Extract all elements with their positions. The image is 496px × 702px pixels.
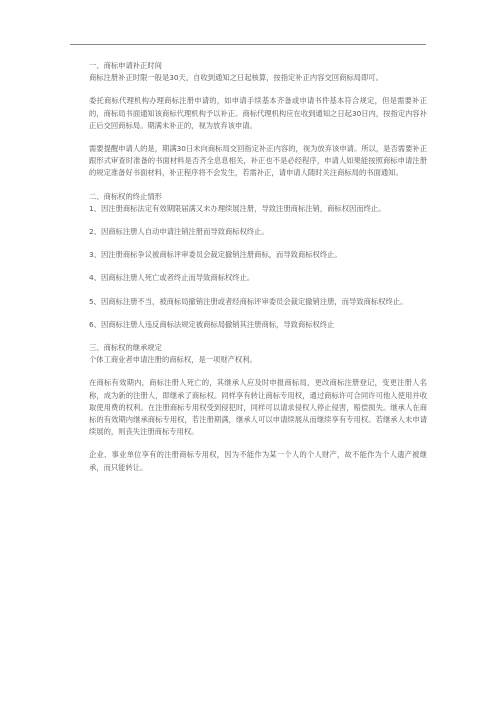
paragraph-2-1: 1、因注册商标法定有效期限届满又未办理续展注册，导致注册商标注销，商标权因而终止。 [89, 203, 386, 213]
header-rule [70, 44, 426, 45]
section-heading-1: 一、商标申请补正时间 [89, 61, 162, 70]
paragraph-1-3: 需要提醒申请人的是，期满30日未向商标局交回指定补正内容的，视为放弃该申请。所以，是否需要补正跟形式审查时准备的书面材料是否齐全息息相关，补正也不是必经程序，申请人如果能按照商标申请注册的规定准备好书面材料，补正程序将不会发生，若需补正，请申请人随时关注商标局的书面通知。 [89, 144, 427, 178]
paragraph-1-2: 委托商标代理机构办理商标注册申请的，如申请手续基本齐备或申请书件基本符合规定，但是需要补正的，商标局书面通知该商标代理机构予以补正。商标代理机构应在收到通知之日起30日内，按指定内容补正后交回商标局。期满未补正的，视为放弃该申请。 [89, 96, 427, 130]
paragraph-3-1: 个体工商业者申请注册的商标权，是一项财产权利。 [89, 355, 257, 365]
paragraph-3-2: 在商标有效期内，商标注册人死亡的，其继承人应及时申报商标局，更改商标注册登记，变更注册人名称，成为新的注册人，即继承了商标权。同样享有转让商标专用权，通过商标许可合同许可他人使用并收取使用费的权利。在注册商标专用权受到侵犯时，同样可以请求侵权人停止侵害，赔偿损失。继承人在商标的有效期内继承商标专用权，若注册期满，继承人可以申请续展从而继续享有专用权。若继承人未申请续展的，则丧失注册商标专用权。 [89, 378, 427, 437]
paragraph-2-2: 2、因商标注册人自动申请注销注册而导致商标权终止。 [89, 227, 269, 237]
document-body [89, 60, 427, 474]
paragraph-3-3: 企业、事业单位享有的注册商标专用权，因为不能作为某一个人的个人财产，故不能作为个人遗产被继承，而只能转让。 [89, 450, 427, 472]
paragraph-2-3: 3、因注册商标争议被商标评审委员会裁定撤销注册商标，而导致商标权终止。 [89, 250, 342, 260]
section-heading-2: 二、商标权的终止情形 [89, 191, 162, 201]
paragraph-2-6: 6、因商标注册人违反商标法规定被商标局撤销其注册商标，导致商标权终止 [89, 319, 335, 329]
paragraph-2-5: 5、因商标注册不当，被商标局撤销注册或者经商标评审委员会裁定撤销注册，而导致商标权终止。 [89, 296, 408, 306]
paragraph-1-1: 商标注册补正时限一般是30天，自收到通知之日起核算，按指定补正内容交回商标局即可。 [89, 73, 383, 83]
section-heading-3: 三、商标权的继承规定 [89, 343, 162, 353]
paragraph-2-4: 4、因商标注册人死亡或者终止而导致商标权终止。 [89, 273, 255, 283]
